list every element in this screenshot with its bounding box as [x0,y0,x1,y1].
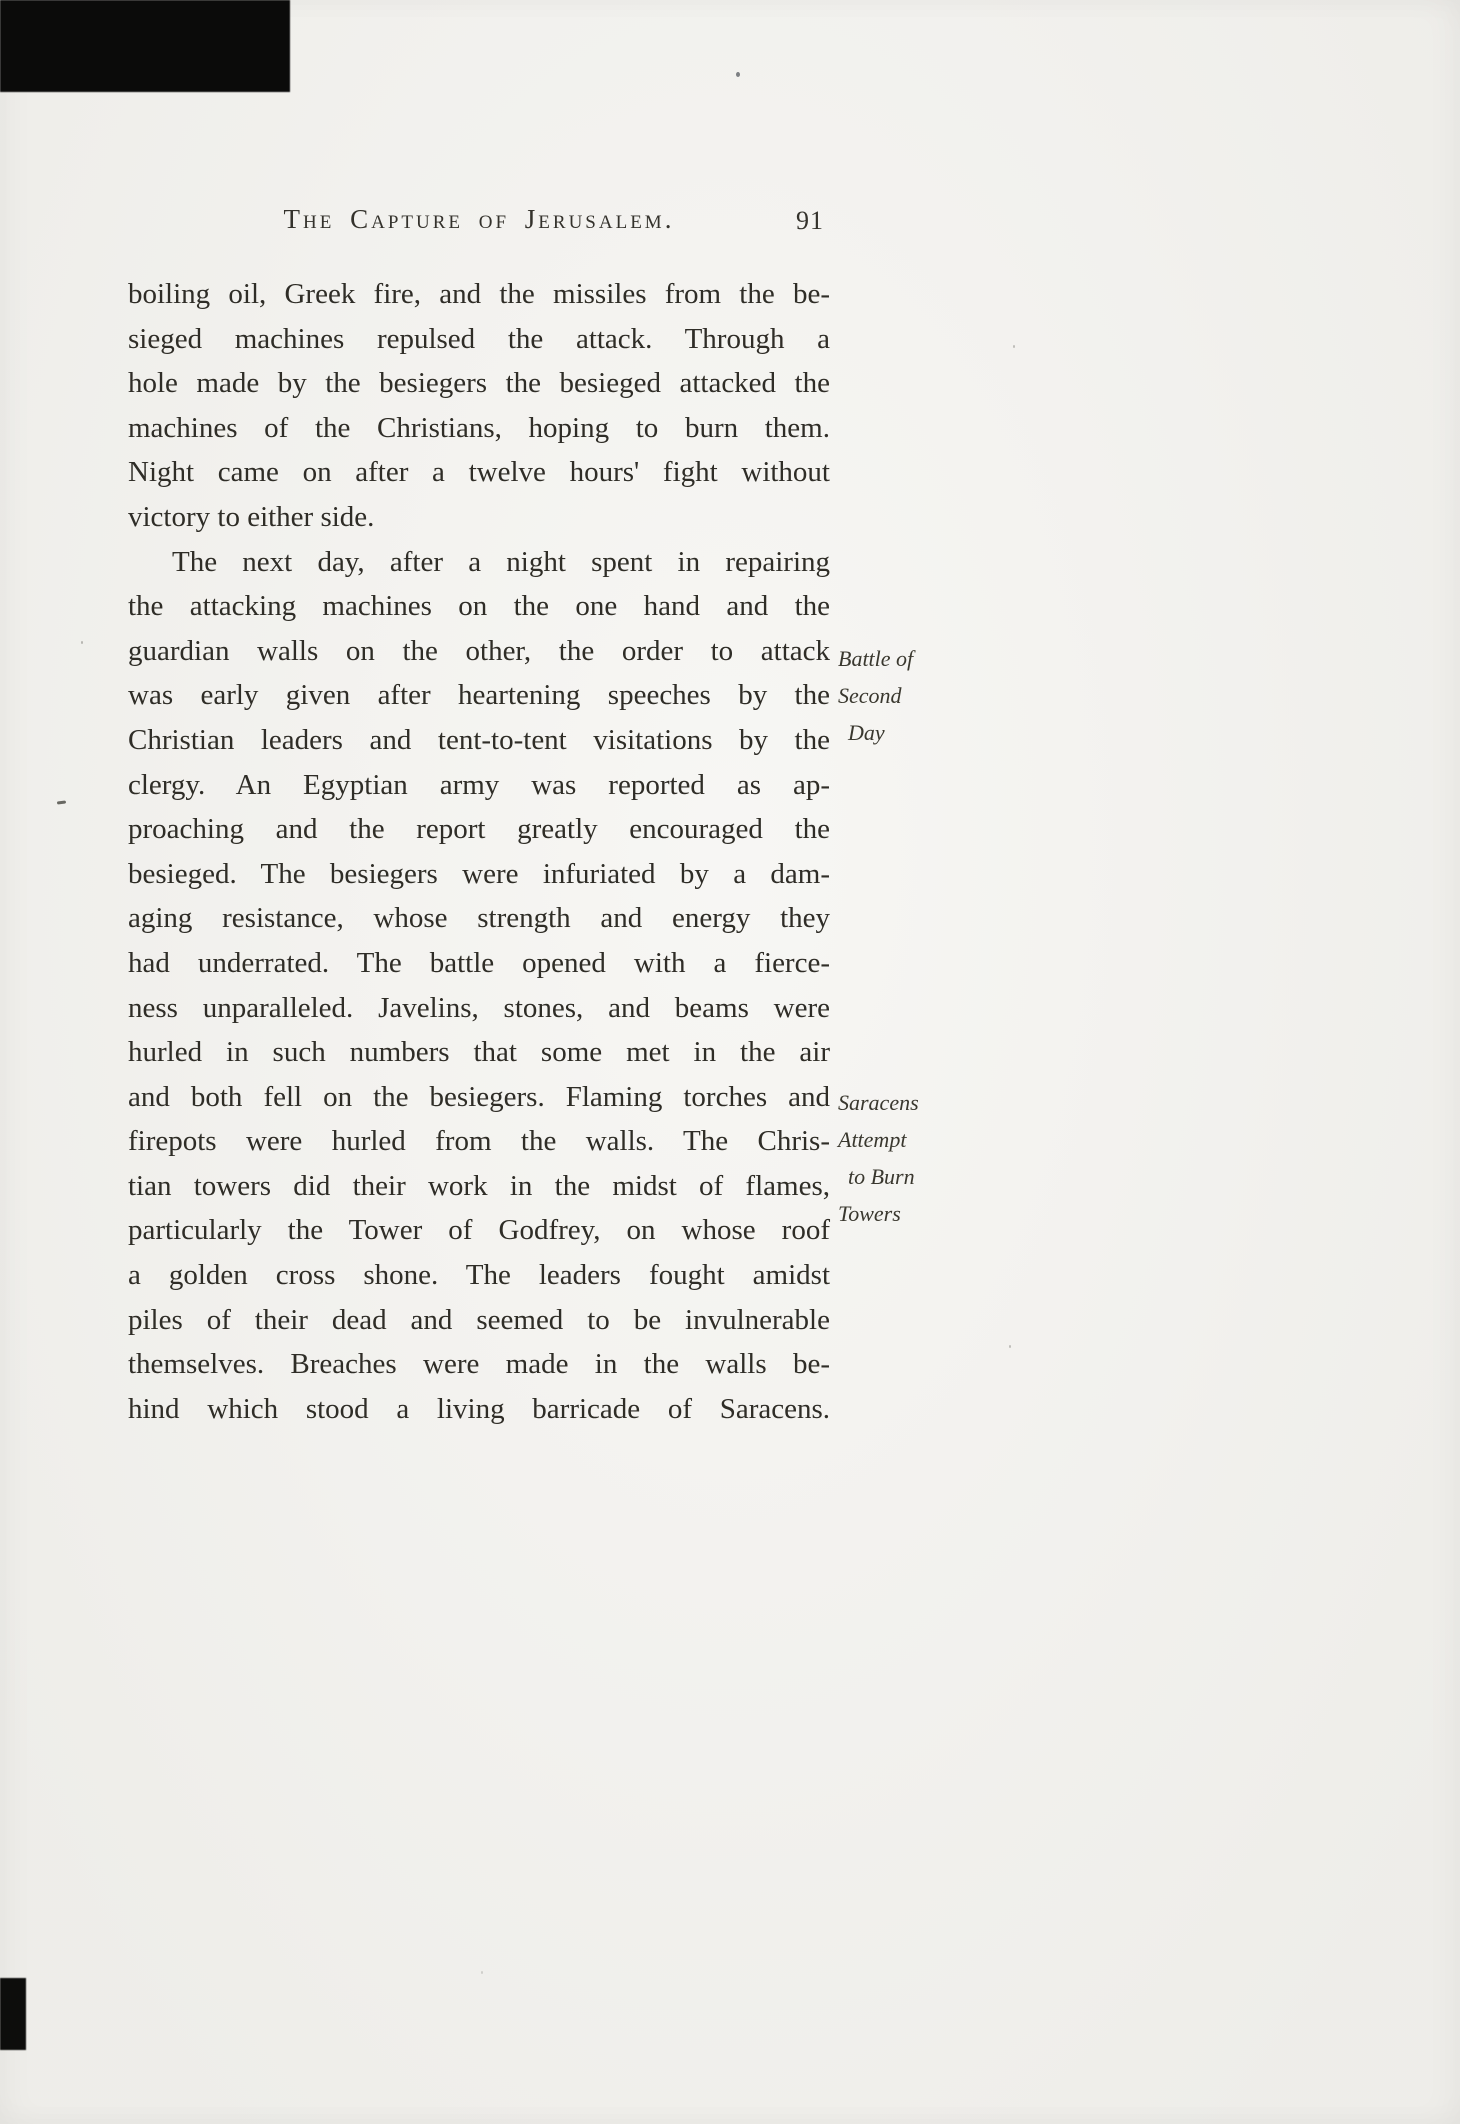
running-title: The Capture of Jerusalem. [283,204,675,234]
text-line: boiling oil, Greek fire, and the missiles from the be- [128,278,830,310]
margin-note-line: Towers [838,1201,901,1226]
margin-note-line: Attempt [838,1127,907,1152]
margin-note-battle-of-second-day [838,640,988,751]
text-line: The next day, after a night spent in repairing [172,545,830,578]
text-line: had underrated. The battle opened with a fierce- [128,946,830,979]
text-line: aging resistance, whose strength and energy they [128,902,830,935]
scan-specks [736,72,740,77]
text-line: hind which stood a living barricade of Saracens. [128,1392,830,1425]
text-line: hole made by the besiegers the besieged attacked the [128,367,830,400]
margin-note-line: to Burn [848,1164,915,1189]
text-block [128,272,830,1431]
page-header [128,204,830,244]
margin-note-line: Saracens [838,1090,919,1115]
text-line: and both fell on the besiegers. Flaming torches and [128,1080,830,1113]
text-line: sieged machines repulsed the attack. Through a [128,322,830,355]
text-line: ness unparalleled. Javelins, stones, and beams were [128,991,830,1024]
margin-note-line: Day [848,720,885,745]
scan-artifact-top-left [0,0,290,92]
text-line: tian towers did their work in the midst of flames, [128,1169,830,1202]
text-line: was early given after heartening speeches by the [128,679,830,712]
text-line: guardian walls on the other, the order to attack [128,634,830,667]
text-line: machines of the Christians, hoping to burn them. [128,411,830,444]
text-line: Christian leaders and tent-to-tent visitations by the [128,723,830,756]
scan-artifact-bottom-left [0,1978,26,2050]
margin-note-saracens-attempt-to-burn-towers [838,1084,988,1232]
margin-note-line: Battle of [838,646,914,671]
text-line: Night came on after a twelve hours' fight without [128,456,830,489]
text-line: proaching and the report greatly encouraged the [128,813,830,846]
text-line: victory to either side. [128,500,375,533]
text-line: clergy. An Egyptian army was reported as ap- [128,768,830,801]
text-line: firepots were hurled from the walls. The Chris- [128,1125,830,1158]
page-number: 91 [796,206,824,235]
text-line: themselves. Breaches were made in the walls be- [128,1348,830,1381]
scan-mark-dash [57,800,66,804]
text-line: piles of their dead and seemed to be invulnerable [128,1303,830,1336]
text-line: hurled in such numbers that some met in the air [128,1036,830,1069]
text-line: a golden cross shone. The leaders fought amidst [128,1259,830,1292]
margin-note-line: Second [838,683,902,708]
text-line: the attacking machines on the one hand and the [128,590,830,623]
text-line: besieged. The besiegers were infuriated by a dam- [128,857,830,890]
text-line: particularly the Tower of Godfrey, on whose roof [128,1214,830,1247]
